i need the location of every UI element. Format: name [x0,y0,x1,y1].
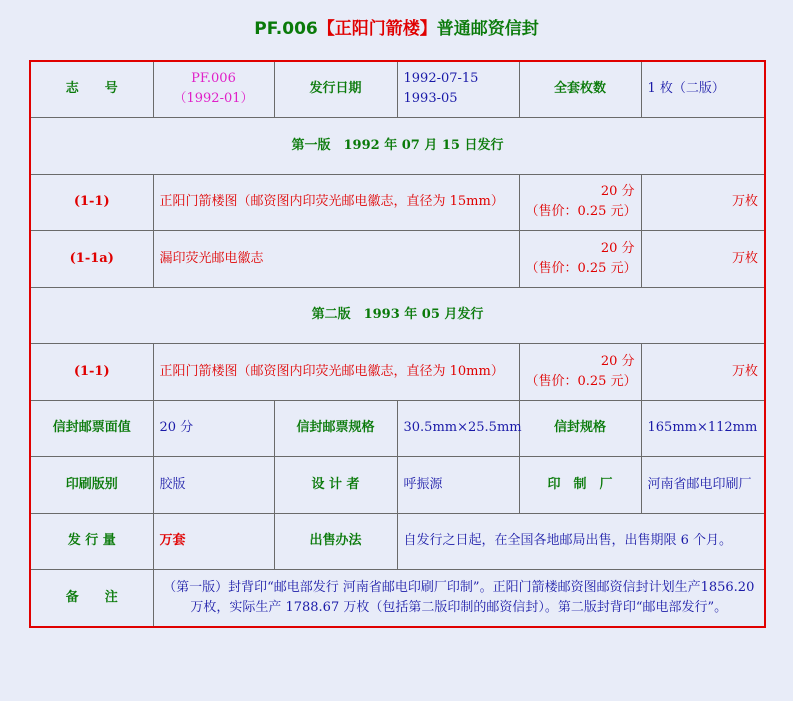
count-value: 1 枚（二版） [641,61,765,117]
edition2-heading-row [30,287,765,343]
volume-label: 发 行 量 [30,513,153,569]
printer-label: 印 制 厂 [519,456,641,513]
edition1-heading: 第一版 1992 年 07 月 15 日发行 [30,117,765,174]
id-label: 志 号 [30,61,153,117]
page-title [0,14,793,39]
remarks-text: （第一版）封背印“邮电部发行 河南省邮电印刷厂印制”。正阳门箭楼邮资图邮资信封计划生产1856.20 万枚，实际生产 1788.67 万枚（包括第二版印制的邮资信封）。第二版封背印“邮电部发行”。 [153,569,765,627]
stamp-info-table [29,60,766,628]
printer-value: 河南省邮电印刷厂 [641,456,765,513]
stamp-qty: 万枚 [641,174,765,230]
stamp-value: 20 分 [600,184,635,199]
face-label: 信封邮票面值 [30,400,153,456]
env-size-value: 165mm×112mm [641,400,765,456]
stamp-size-value: 30.5mm×25.5mm [397,400,519,456]
stamp-size-label: 信封邮票规格 [274,400,397,456]
sales-method-value: 自发行之日起，在全国各地邮局出售，出售期限 6 个月。 [397,513,765,569]
date-2: 1993-05 [403,91,458,107]
stamp-price: （售价：0.25 元） [525,260,637,276]
edition2-heading: 第二版 1993 年 05 月发行 [30,287,765,343]
stamp-qty: 万枚 [641,230,765,287]
face-value: 20 分 [153,400,274,456]
designer-value: 呼振源 [397,456,519,513]
stamp-desc: 漏印荧光邮电徽志 [153,230,519,287]
sales-row [30,513,765,569]
remarks-label: 备 注 [30,569,153,627]
stamp-value-cell [519,174,641,230]
volume-value: 万套 [153,513,274,569]
title-code: PF.006 [254,19,318,39]
designer-label: 设 计 者 [274,456,397,513]
stamp-qty: 万枚 [641,343,765,400]
stamp-desc: 正阳门箭楼图（邮资图内印荧光邮电徽志，直径为 15mm） [153,174,519,230]
table-row [30,230,765,287]
table-row [30,174,765,230]
stamp-code: (1-1) [30,343,153,400]
stamp-value-cell [519,343,641,400]
info-row [30,61,765,117]
print-method-label: 印刷版别 [30,456,153,513]
sales-method-label: 出售办法 [274,513,397,569]
date-label: 发行日期 [274,61,397,117]
stamp-value: 20 分 [600,240,635,256]
date-1: 1992-07-15 [403,71,479,87]
stamp-desc: 正阳门箭楼图（邮资图内印荧光邮电徽志，直径为 10mm） [153,343,519,400]
stamp-price: （售价：0.25 元） [525,373,637,389]
title-suffix: 普通邮资信封 [436,19,539,39]
stamp-value: 20 分 [600,353,635,369]
id-value: PF.006 [191,71,236,87]
stamp-code: (1-1a) [30,230,153,287]
remarks-row [30,569,765,627]
env-size-label: 信封规格 [519,400,641,456]
stamp-code: (1-1) [30,174,153,230]
print-row [30,456,765,513]
stamp-price: （售价：0.25 元） [525,204,637,219]
count-label: 全套枚数 [519,61,641,117]
id-cell [153,61,274,117]
print-method-value: 胶版 [153,456,274,513]
specs-row [30,400,765,456]
title-name: 【正阳门箭楼】 [317,19,437,39]
table-row [30,343,765,400]
date-cell [397,61,519,117]
stamp-value-cell [519,230,641,287]
edition1-heading-row [30,117,765,174]
id-sub: （1992-01） [173,91,254,107]
